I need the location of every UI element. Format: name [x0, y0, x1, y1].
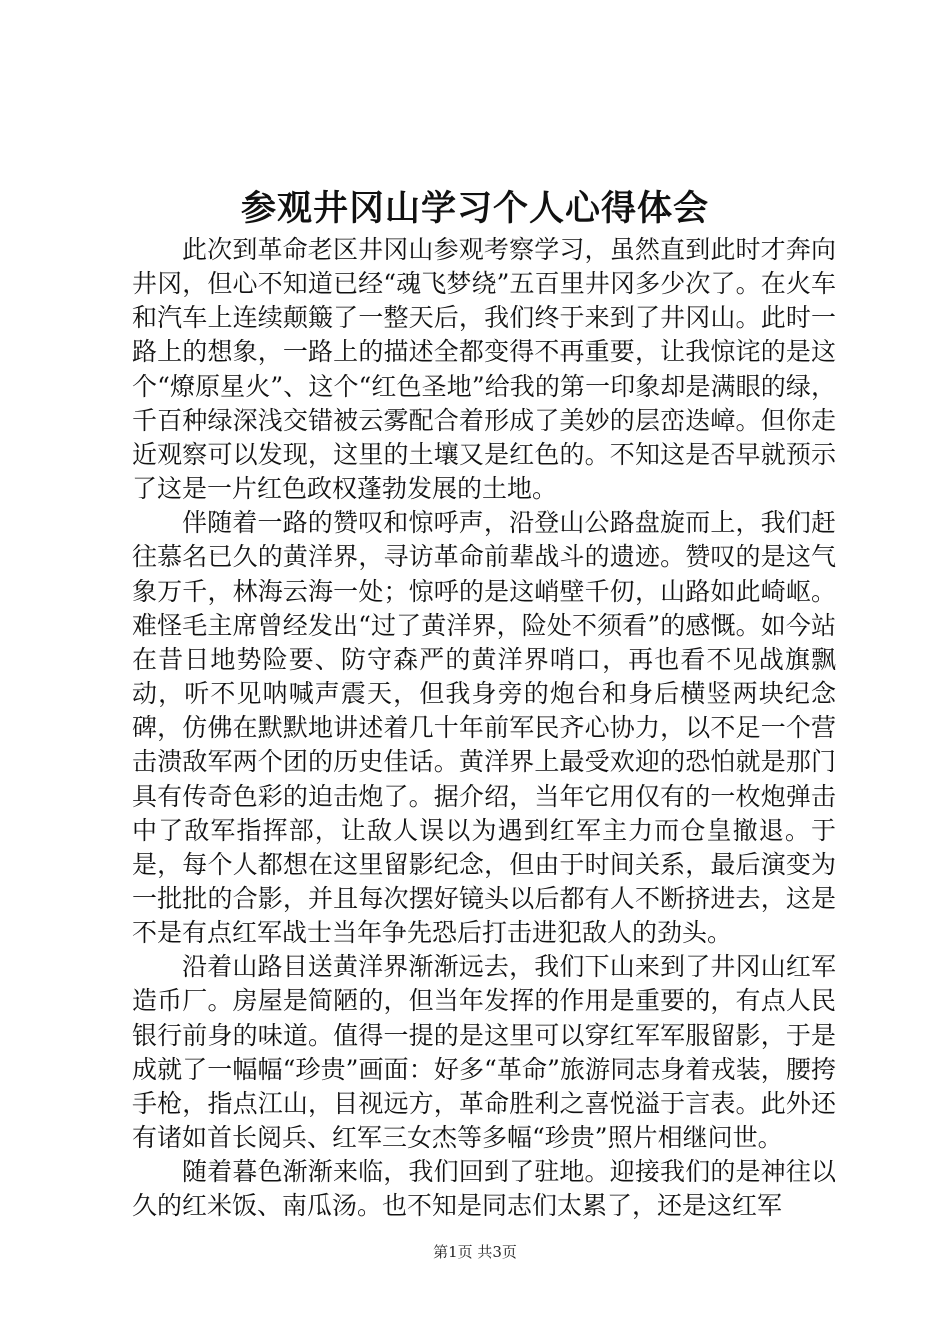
paragraph-1: 此次到革命老区井冈山参观考察学习，虽然直到此时才奔向井冈，但心不知道已经“魂飞梦绕”五百里井冈多少次了。在火车和汽车上连续颠簸了一整天后，我们终于来到了井冈山。此时一路上的想象，一路上的描述全都变得不再重要，让我惊诧的是这个“燎原星火”、这个“红色圣地”给我的第一印象却是满眼的绿，千百种绿深浅交错被云雾配合着形成了美妙的层峦迭嶂。但你走近观察可以发现，这里的土壤又是红色的。不知这是否早就预示了这是一片红色政权蓬勃发展的土地。 [132, 235, 836, 504]
paragraph-4: 随着暮色渐渐来临，我们回到了驻地。迎接我们的是神往以久的红米饭、南瓜汤。也不知是同志们太累了，还是这红军 [132, 1157, 836, 1221]
document-title: 参观井冈山学习个人心得体会 [240, 188, 709, 229]
paragraph-2: 伴随着一路的赞叹和惊呼声，沿登山公路盘旋而上，我们赶往慕名已久的黄洋界，寻访革命前辈战斗的遗迹。赞叹的是这气象万千，林海云海一处；惊呼的是这峭壁千仞，山路如此崎岖。难怪毛主席曾经发出“过了黄洋界，险处不须看”的感慨。如今站在昔日地势险要、防守森严的黄洋界哨口，再也看不见战旗飘动，听不见呐喊声震天，但我身旁的炮台和身后横竖两块纪念碑，仿佛在默默地讲述着几十年前军民齐心协力，以不足一个营击溃敌军两个团的历史佳话。黄洋界上最受欢迎的恐怕就是那门具有传奇色彩的迫击炮了。据介绍，当年它用仅有的一枚炮弹击中了敌军指挥部，让敌人误以为遇到红军主力而仓皇撤退。于是，每个人都想在这里留影纪念，但由于时间关系，最后演变为一批批的合影，并且每次摆好镜头以后都有人不断挤进去，这是不是有点红军战士当年争先恐后打击进犯敌人的劲头。 [132, 508, 836, 948]
page-footer: 第1页 共3页 [433, 1243, 517, 1261]
document-body [132, 233, 836, 1224]
paragraph-3: 沿着山路目送黄洋界渐渐远去，我们下山来到了井冈山红军造币厂。房屋是简陋的，但当年发挥的作用是重要的，有点人民银行前身的味道。值得一提的是这里可以穿红军军服留影，于是成就了一幅幅“珍贵”画面：好多“革命”旅游同志身着戎装，腰挎手枪，指点江山，目视远方，革命胜利之喜悦溢于言表。此外还有诸如首长阅兵、红军三女杰等多幅“珍贵”照片相继问世。 [132, 952, 836, 1153]
